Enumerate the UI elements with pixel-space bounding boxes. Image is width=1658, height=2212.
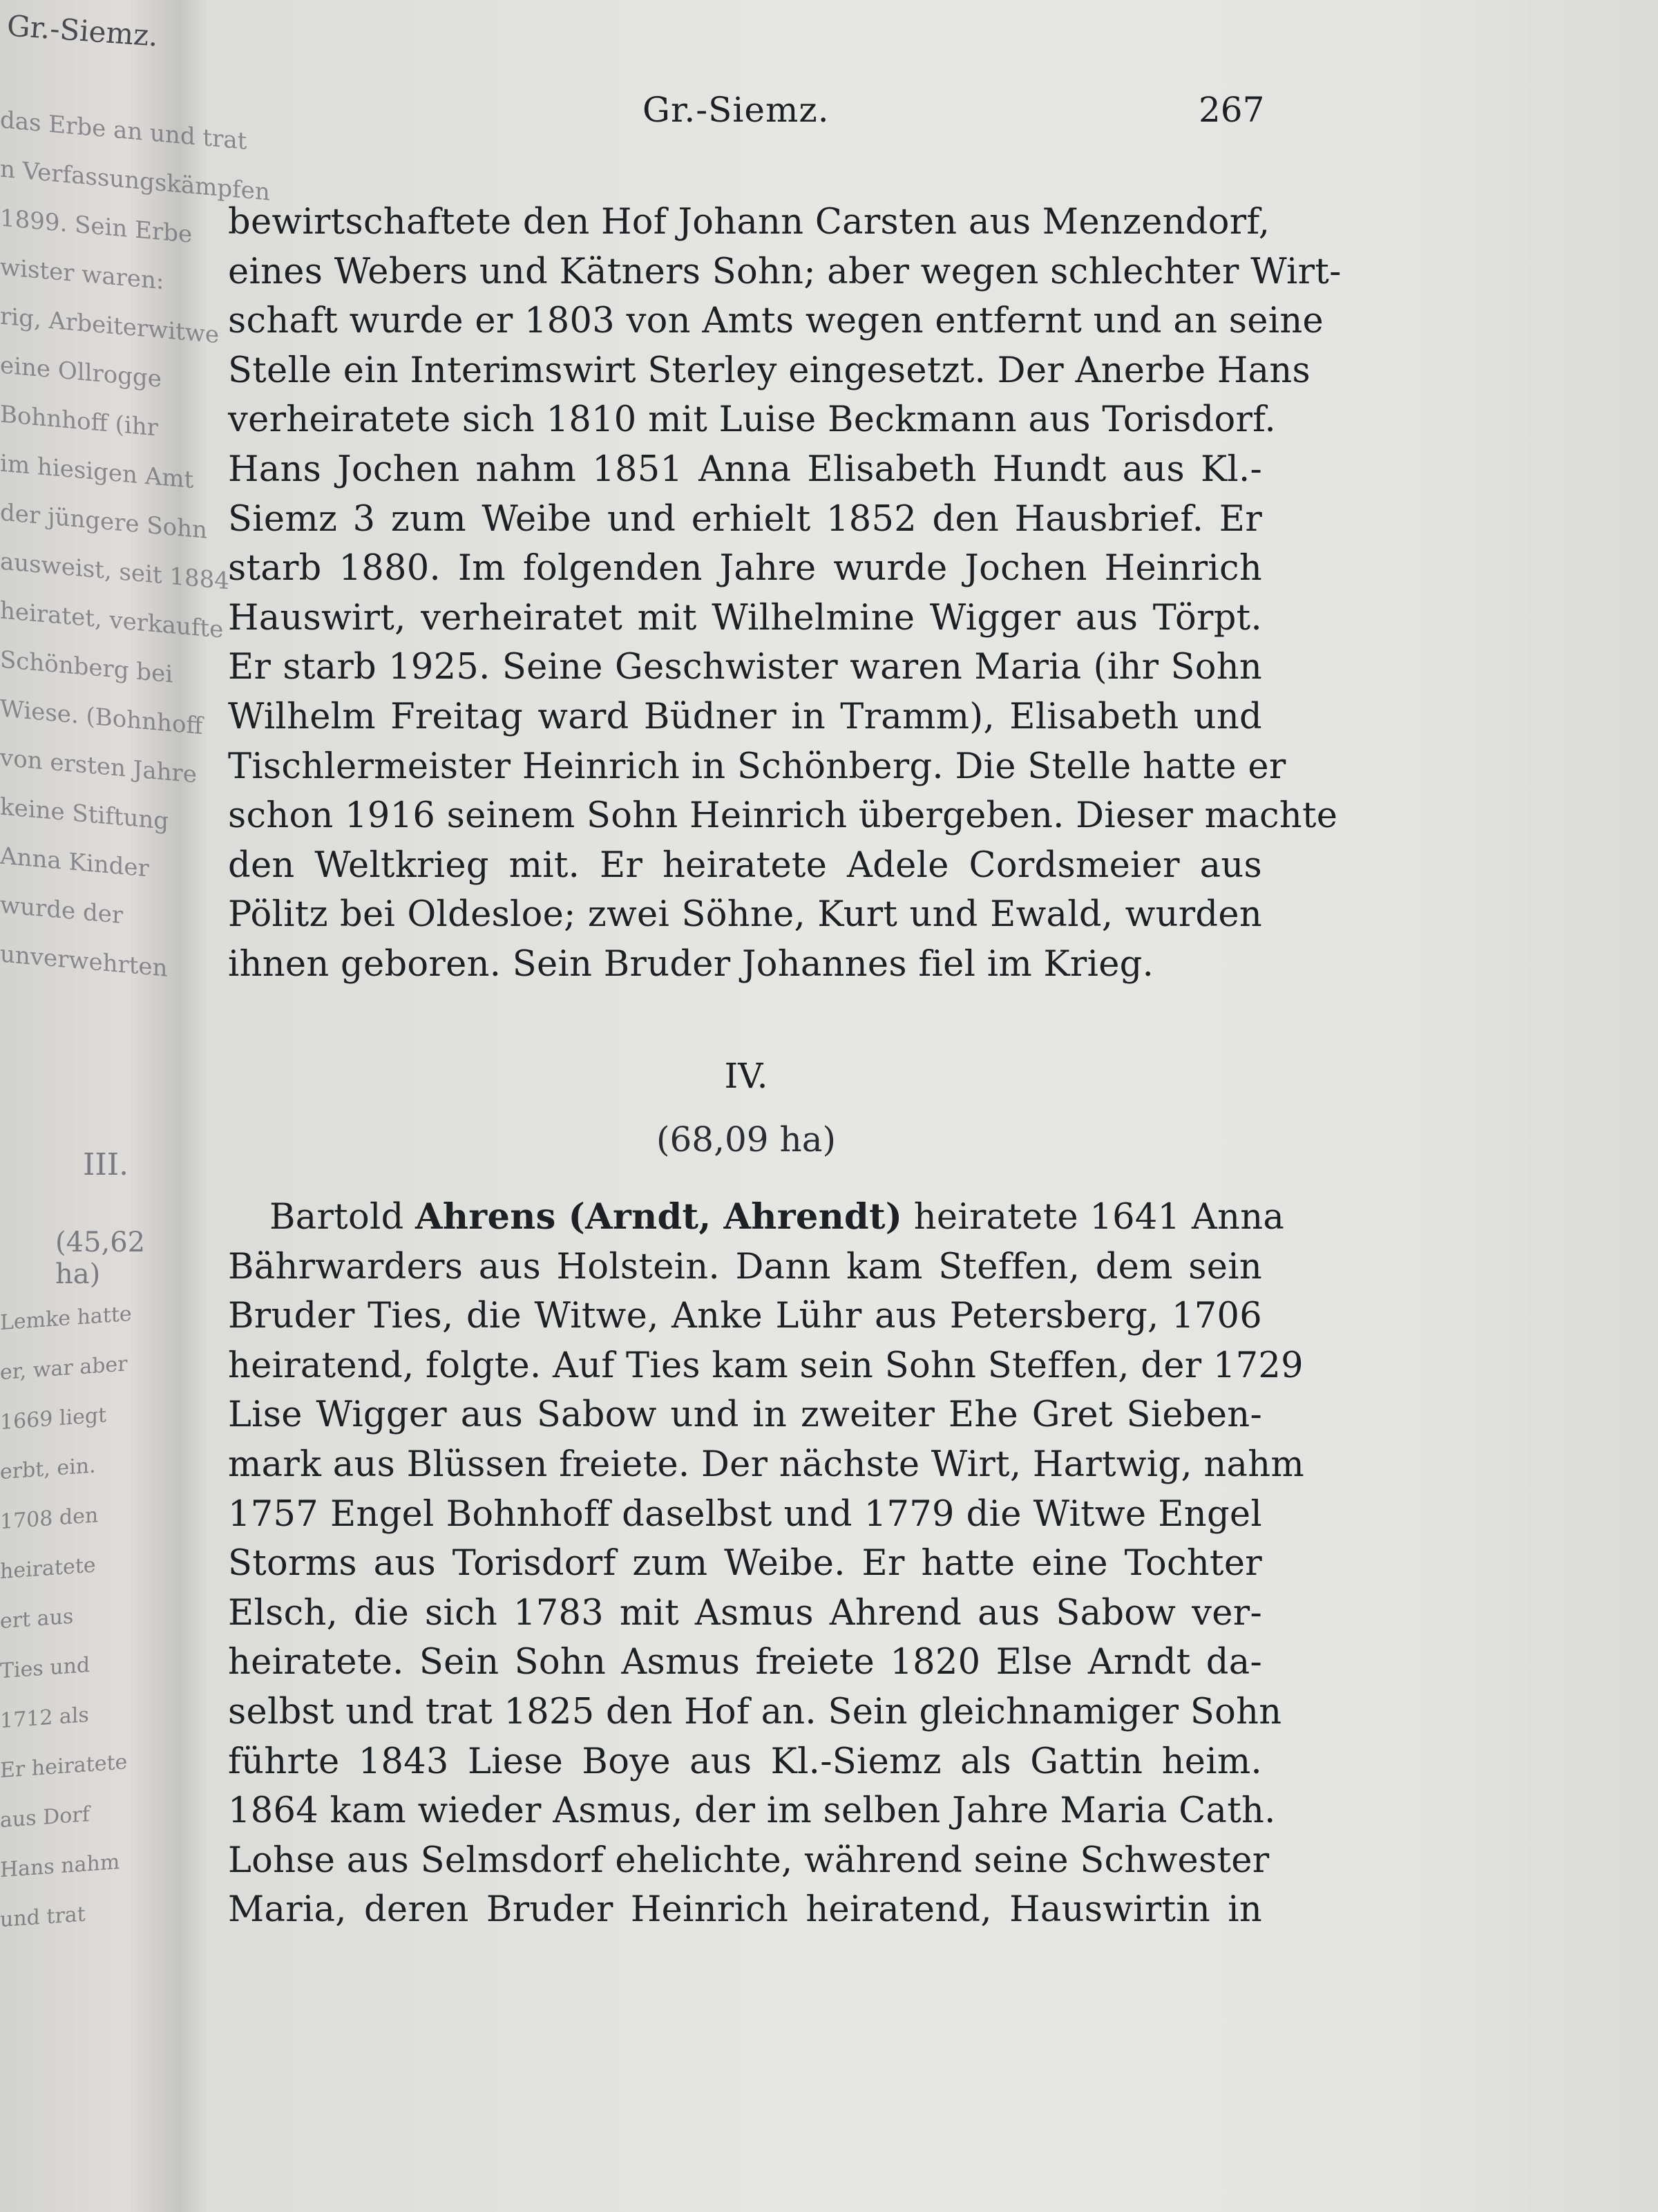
facing-page-line: wister waren: (0, 253, 164, 296)
text-line: Bährwarders aus Holstein. Dann kam Steffen, dem sein (228, 1246, 1262, 1287)
line-start: Bartold (269, 1197, 416, 1238)
facing-page-line: 1712 als (0, 1703, 89, 1734)
text-line: Tischlermeister Heinrich in Schönberg. Die Stelle hatte er (228, 746, 1286, 787)
text-line: starb 1880. Im folgenden Jahre wurde Jochen Heinrich (228, 548, 1262, 589)
facing-page-line: Lemke hatte (0, 1301, 132, 1336)
facing-page-line: im hiesigen Amt (0, 449, 194, 495)
facing-page-line: eine Ollrogge (0, 351, 162, 393)
text-line: 1864 kam wieder Asmus, der im selben Jahre Maria Cath. (228, 1790, 1276, 1832)
text-line: verheiratete sich 1810 mit Luise Beckmann aus Torisdorf. (228, 399, 1276, 441)
facing-page-line: Ties und (0, 1653, 90, 1684)
text-line: heiratete. Sein Sohn Asmus freiete 1820 Else Arndt da- (228, 1642, 1262, 1683)
facing-page-line: heiratete (0, 1553, 96, 1585)
text-line: schon 1916 seinem Sohn Heinrich übergeben. Dieser machte (228, 795, 1338, 837)
facing-page-line: erbt, ein. (0, 1453, 96, 1485)
facing-page-fragment (0, 0, 270, 2212)
text-line: selbst und trat 1825 den Hof an. Sein gleichnamiger Sohn (228, 1691, 1282, 1732)
text-line: Wilhelm Freitag ward Büdner in Tramm), Elisabeth und (228, 696, 1262, 737)
facing-page-line: keine Stiftung (0, 793, 169, 835)
facing-page-line: 1899. Sein Erbe (0, 204, 193, 249)
text-line: Stelle ein Interimswirt Sterley eingesetzt. Der Anerbe Hans (228, 350, 1311, 391)
section-area: (68,09 ha) (656, 1119, 837, 1160)
page-number: 267 (1199, 90, 1265, 130)
facing-page-line: und trat (0, 1902, 86, 1933)
facing-page-section-area: (45,62 ha) (55, 1227, 146, 1290)
text-line: Elsch, die sich 1783 mit Asmus Ahrend aus Sabow ver- (228, 1592, 1262, 1634)
facing-page-line: ausweist, seit 1884 (0, 547, 229, 596)
text-line: Er starb 1925. Seine Geschwister waren Maria (ihr Sohn (228, 647, 1262, 688)
facing-page-line: Hans nahm (0, 1850, 120, 1883)
facing-page-line: n Verfassungskämpfen (0, 155, 270, 207)
text-line: Siemz 3 zum Weibe und erhielt 1852 den Hausbrief. Er (228, 498, 1262, 540)
facing-page-line: heiratet, verkaufte (0, 596, 224, 644)
text-line: Storms aus Torisdorf zum Weibe. Er hatte eine Tochter (228, 1543, 1262, 1585)
section-number: IV. (724, 1056, 768, 1096)
facing-page-line: Wiese. (Bohnhoff (0, 694, 203, 741)
text-line: mark aus Blüssen freiete. Der nächste Wirt, Hartwig, nahm (228, 1444, 1305, 1485)
text-line: Pölitz bei Oldesloe; zwei Söhne, Kurt und Ewald, wurden (228, 894, 1262, 936)
text-line: bewirtschaftete den Hof Johann Carsten aus Menzendorf, (228, 202, 1270, 243)
text-line: ihnen geboren. Sein Bruder Johannes fiel im Krieg. (228, 943, 1154, 985)
facing-page-text (0, 104, 270, 987)
text-line: schaft wurde er 1803 von Amts wegen entfernt und an seine (228, 301, 1324, 342)
running-head: Gr.-Siemz. (642, 90, 830, 130)
text-line: Lohse aus Selmsdorf ehelichte, während seine Schwester (228, 1840, 1270, 1881)
text-line: Lise Wigger aus Sabow und in zweiter Ehe Gret Sieben- (228, 1395, 1262, 1436)
text-line: Hauswirt, verheiratet mit Wilhelmine Wigger aus Törpt. (228, 597, 1262, 639)
paragraph-section-iii-continued (228, 198, 1342, 990)
text-line: führte 1843 Liese Boye aus Kl.-Siemz als Gattin heim. (228, 1741, 1262, 1782)
facing-page-line: Er heiratete (0, 1750, 128, 1784)
facing-page-header: Gr.-Siemz. (6, 8, 160, 53)
text-line: eines Webers und Kätners Sohn; aber wegen schlechter Wirt- (228, 251, 1342, 292)
facing-page-line: rig, Arbeiterwitwe (0, 302, 219, 350)
facing-page-line: 1669 liegt (0, 1403, 107, 1435)
text-line: Bruder Ties, die Witwe, Anke Lühr aus Petersberg, 1706 (228, 1296, 1262, 1337)
facing-page-line: das Erbe an und trat (0, 106, 247, 155)
text-line: den Weltkrieg mit. Er heiratete Adele Cordsmeier aus (228, 844, 1262, 886)
facing-page-line: Schönberg bei (0, 645, 173, 689)
facing-page-text-lower (0, 1292, 181, 1939)
facing-page-line: wurde der (0, 891, 124, 930)
facing-page-line: 1708 den (0, 1503, 99, 1535)
facing-page-line: Bohnhoff (ihr (0, 400, 158, 442)
text-line: heiratend, folgte. Auf Ties kam sein Sohn Steffen, der 1729 (228, 1345, 1304, 1386)
facing-page-line: von ersten Jahre (0, 744, 197, 789)
first-text-line (228, 1193, 1285, 1242)
facing-page-line: er, war aber (0, 1352, 128, 1386)
paragraph-section-iv (228, 1193, 1305, 1935)
facing-page-line: der jüngere Sohn (0, 498, 207, 545)
family-name-bold: Ahrens (Arndt, Ahrendt) (415, 1196, 903, 1238)
facing-page-line: Anna Kinder (0, 842, 149, 883)
text-line: Hans Jochen nahm 1851 Anna Elisabeth Hundt aus Kl.- (228, 448, 1262, 490)
text-line: Maria, deren Bruder Heinrich heiratend, Hauswirtin in (228, 1889, 1262, 1931)
facing-page-line: ert aus (0, 1604, 74, 1634)
text-line: 1757 Engel Bohnhoff daselbst und 1779 die Witwe Engel (228, 1493, 1262, 1535)
line-end: heiratete 1641 Anna (902, 1197, 1285, 1238)
facing-page-line: aus Dorf (0, 1802, 90, 1833)
page-header (228, 90, 1264, 145)
facing-page-section-number: III. (83, 1147, 129, 1182)
facing-page-line: unverwehrten (0, 940, 168, 983)
